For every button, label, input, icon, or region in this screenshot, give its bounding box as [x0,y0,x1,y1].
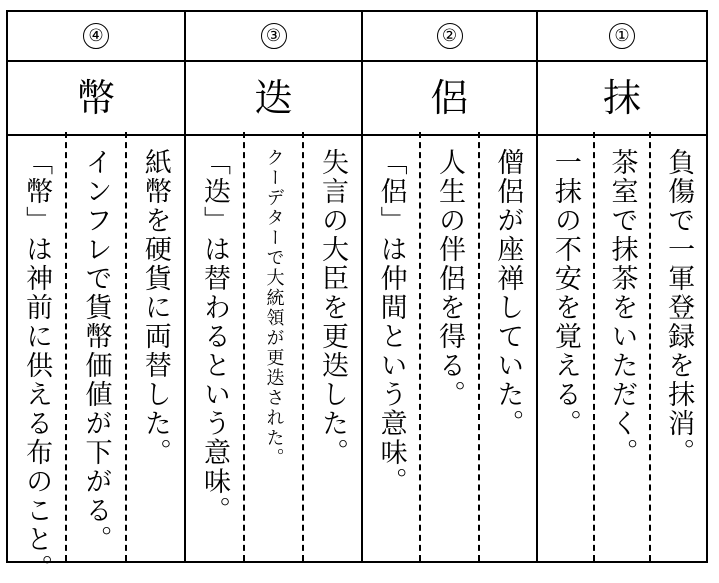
circled-number: ③ [261,23,287,49]
sentence-cell [480,132,536,561]
kanji-meaning-note: 「幣」は神前に供える布のこと。 [21,148,53,583]
example-sentence: 負傷で一軍登録を抹消。 [663,148,695,467]
sentence-cell [595,132,652,561]
sentence-cell [8,132,67,583]
sentence-area [363,132,536,561]
kanji-cell: 侶 [363,60,536,136]
kanji-worksheet-table [6,10,708,583]
sentence-cell [538,132,595,561]
sentence-cell [421,132,479,561]
sentence-cell [127,132,184,561]
sentence-cell [304,132,361,561]
circled-number: ② [437,23,463,49]
example-sentence: 失言の大臣を更迭した。 [317,148,348,467]
sentence-area [186,132,361,561]
kanji-cell: 幣 [8,60,184,136]
example-sentence: 一抹の不安を覚える。 [549,148,581,438]
column-4 [8,12,184,583]
number-cell [363,12,536,60]
sentence-cell [363,132,421,561]
number-cell [8,12,184,60]
sentence-cell [651,132,706,561]
example-sentence: 茶室で抹茶をいただく。 [606,148,638,467]
sentence-area [8,132,184,583]
kanji-meaning-note: 「迭」は替わるという意味。 [199,148,230,525]
circled-number: ④ [83,23,109,49]
sentence-cell [245,132,304,561]
circled-number: ① [609,23,635,49]
kanji-cell: 迭 [186,60,361,136]
sentence-area [538,132,706,561]
column-3 [184,12,361,561]
example-sentence: クーデターで大統領が更迭された。 [263,148,285,468]
example-sentence: 紙幣を硬貨に両替した。 [139,148,171,467]
number-cell [186,12,361,60]
column-1 [536,12,706,561]
example-sentence: 人生の伴侶を得る。 [434,148,465,409]
example-sentence: インフレで貨幣価値が下がる。 [80,148,112,554]
kanji-cell: 抹 [538,60,706,136]
sentence-cell [186,132,245,561]
column-2 [361,12,536,561]
number-cell [538,12,706,60]
sentence-cell [67,132,126,561]
example-sentence: 僧侶が座禅していた。 [492,148,524,438]
kanji-meaning-note: 「侶」は仲間という意味。 [375,148,407,496]
